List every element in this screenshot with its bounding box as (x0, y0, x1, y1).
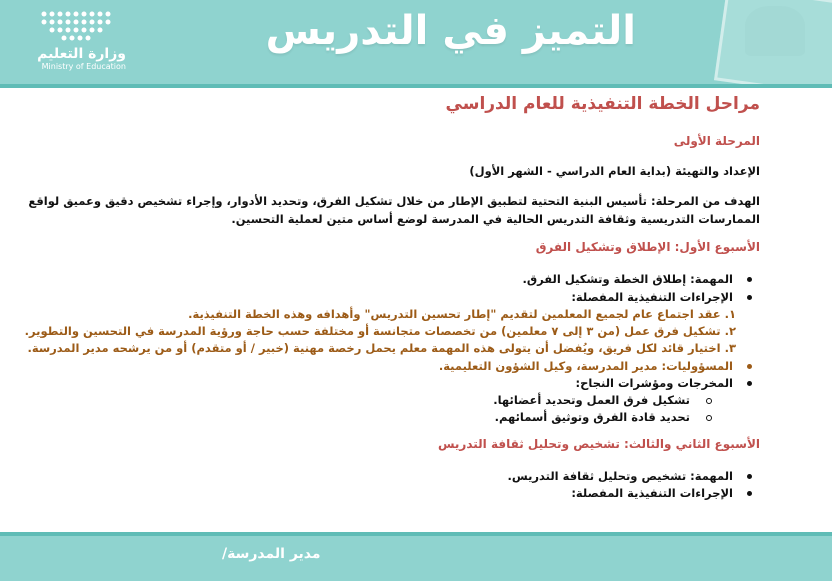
week23-procedures-label (571, 486, 752, 500)
week1-output-2 (495, 410, 712, 424)
bullet-icon (747, 277, 752, 282)
bullet-icon (747, 491, 752, 496)
circle-bullet-icon (706, 415, 712, 421)
week1-outputs-label (576, 376, 752, 390)
week1-output-1-text: تشكيل فرق العمل وتحديد أعضائها. (493, 393, 690, 407)
week1-step-3: ٣. اختيار قائد لكل فريق، ويُفضل أن يتولى هذه المهمة معلم يحمل رخصة مهنية (خبير / أو متقدم) أو من يرشحه مدير المدرسة. (27, 341, 736, 355)
logo-dots-icon (34, 8, 124, 42)
week1-task-text: المهمة: إطلاق الخطة وتشكيل الفرق. (522, 272, 733, 286)
week1-heading: الأسبوع الأول: الإطلاق وتشكيل الفرق (535, 240, 760, 254)
banner-title: التميز في التدريس (265, 8, 636, 54)
week23-task-text: المهمة: تشخيص وتحليل ثقافة التدريس. (507, 469, 733, 483)
goal-line-2: الممارسات التدريسية وثقافة التدريس الحالية في المدرسة لوضع أساس متين لعملية التحسين. (231, 212, 760, 226)
ministry-logo (16, 6, 126, 76)
bullet-icon (747, 364, 752, 369)
logo-english-text: Ministry of Education (41, 62, 126, 71)
bullet-icon (747, 295, 752, 300)
logo-arabic-text: وزارة التعليم (37, 46, 126, 62)
bullet-icon (747, 474, 752, 479)
document-body (0, 88, 832, 534)
week1-task (522, 272, 752, 286)
footer-banner (0, 536, 832, 581)
week1-step-2: ٢. تشكيل فرق عمل (من ٣ إلى ٧ معلمين) من تخصصات متجانسة أو مختلفة حسب حاجة ورؤية المدرسة في التحسين والتطوير. (24, 324, 736, 338)
phase-subtitle: الإعداد والتهيئة (بداية العام الدراسي - الشهر الأول) (469, 164, 760, 178)
week23-task (507, 469, 752, 483)
week23-procedures-text: الإجراءات التنفيذية المفصلة: (571, 486, 733, 500)
circle-bullet-icon (706, 398, 712, 404)
week1-step-1: ١. عقد اجتماع عام لجميع المعلمين لتقديم "إطار تحسين التدريس" وأهدافه وهذه الخطة التنفيذية. (188, 307, 736, 321)
goal-line-1: الهدف من المرحلة: تأسيس البنية التحتية لتطبيق الإطار من خلال تشكيل الفرق، وتحديد الأدوار، وإجراء تشخيص دقيق وعميق لواقع (28, 194, 760, 208)
week1-output-1 (493, 393, 712, 407)
week1-procedures-label (571, 290, 752, 304)
decorative-photo-figure (745, 6, 805, 56)
bullet-icon (747, 381, 752, 386)
week1-procedures-text: الإجراءات التنفيذية المفصلة: (571, 290, 733, 304)
week1-outputs-text: المخرجات ومؤشرات النجاح: (575, 376, 733, 390)
document-title: مراحل الخطة التنفيذية للعام الدراسي (445, 94, 760, 114)
week23-heading: الأسبوع الثاني والثالث: تشخيص وتحليل ثقافة التدريس (437, 437, 760, 451)
phase-heading: المرحلة الأولى (673, 134, 760, 148)
week1-output-2-text: تحديد قادة الفرق وتوثيق أسمائهم. (494, 410, 690, 424)
week1-responsibles (439, 359, 752, 373)
header-banner (0, 0, 832, 84)
week1-responsibles-text: المسؤوليات: مدير المدرسة، وكيل الشؤون التعليمية. (438, 359, 733, 373)
footer-principal-label: مدير المدرسة/ (222, 546, 321, 562)
